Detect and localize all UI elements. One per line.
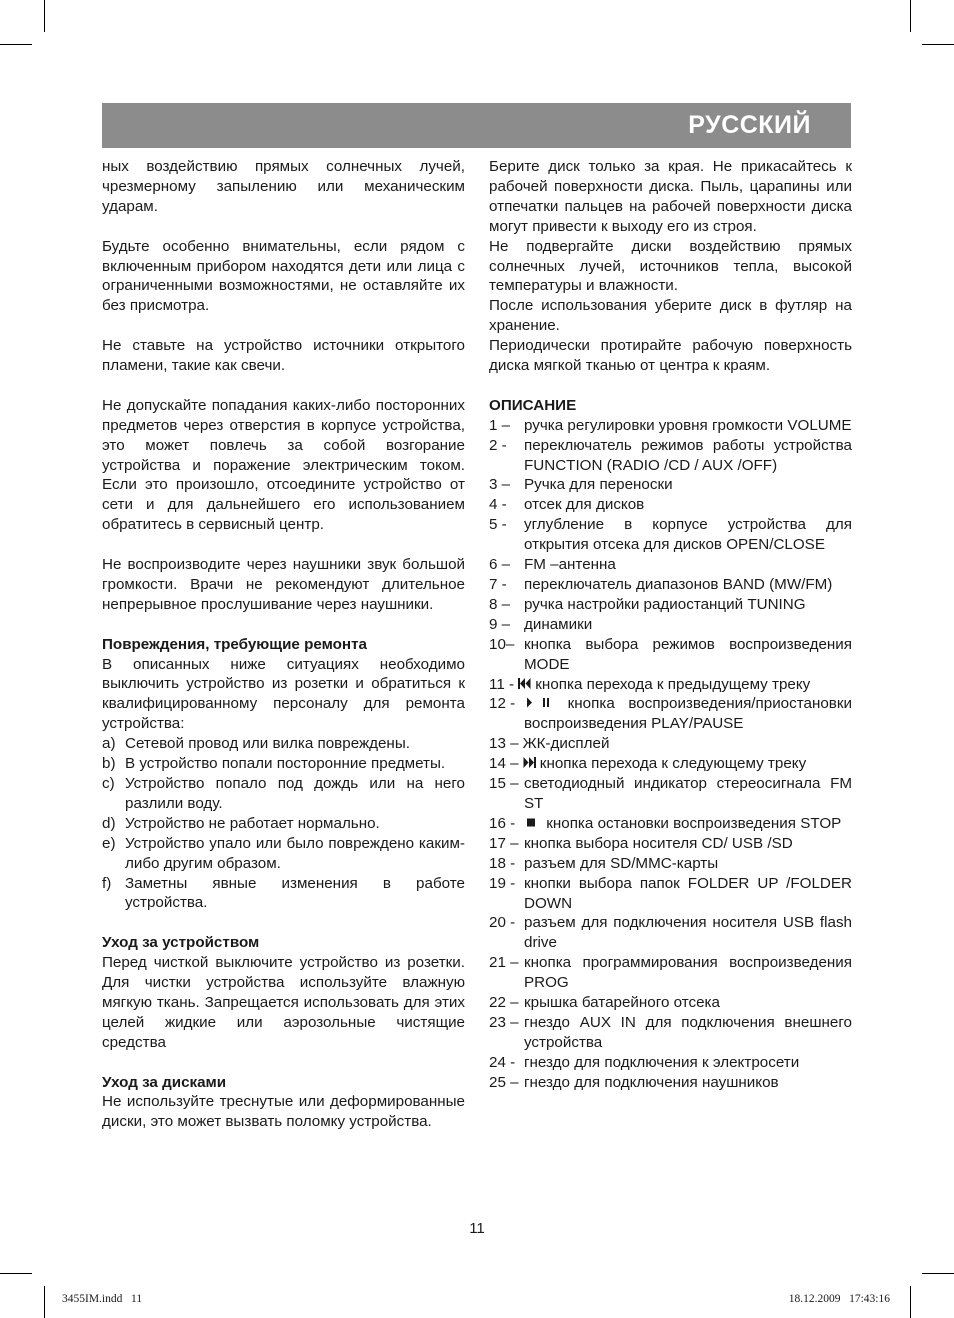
list-item: 3 – Ручка для переноски bbox=[489, 476, 673, 494]
list-item: 8 – ручка настройки радиостанций TUNING bbox=[489, 595, 806, 613]
list-item: 16 - кнопка остановки воспроизведения STOP bbox=[489, 814, 842, 832]
list-item: 13 – ЖК-дисплей bbox=[489, 735, 610, 753]
list-item: 10– кнопка выбора режимов воспроизведения MODE bbox=[489, 635, 852, 673]
paragraph: В описанных ниже ситуациях необходимо выключить устройство из розетки и обратиться к квалифицированному персоналу для ремонта устройства: bbox=[102, 655, 465, 733]
section-heading: ОПИСАНИЕ bbox=[489, 396, 577, 414]
language-header-bar bbox=[102, 103, 851, 148]
list-item: d) Устройство не работает нормально. bbox=[102, 814, 380, 832]
list-item: b) В устройство попали посторонние предметы. bbox=[102, 755, 446, 773]
list-item: 22 – крышка батарейного отсека bbox=[489, 994, 720, 1012]
play-pause-icon bbox=[524, 697, 554, 708]
paragraph: ных воздействию прямых солнечных лучей, чрезмерному запылению или механическим ударам. bbox=[102, 158, 465, 215]
paragraph: Не допускайте попадания каких-либо посторонних предметов через отверстия в корпусе устройства, это может повлечь за собой возгорание устройства и поражение электрическим током. Если это произошло, отсоедините устройство от сети и для дальнейшего его использованием обратитесь в сервисный центр. bbox=[102, 396, 465, 534]
print-slug-file: 3455IM.indd 11 bbox=[62, 1293, 143, 1305]
list-item: 17 – кнопка выбора носителя CD/ USB /SD bbox=[489, 834, 793, 852]
crop-mark bbox=[44, 0, 45, 32]
list-item: f) Заметны явные изменения в работе устройства. bbox=[102, 874, 465, 912]
paragraph: Берите диск только за края. Не прикасайтесь к рабочей поверхности диска. Пыль, царапины или отпечатки пальцев на рабочей поверхности диска могут привести к выходу его из строя. bbox=[489, 158, 852, 235]
previous-track-icon bbox=[518, 678, 531, 689]
section-heading: Уход за дисками bbox=[102, 1073, 227, 1091]
list-item: 19 - кнопки выбора папок FOLDER UP /FOLDER DOWN bbox=[489, 874, 852, 912]
list-item: 14 – кнопка перехода к следующему треку bbox=[489, 755, 807, 773]
list-item: 12 - кнопка воспроизведения/приостановки воспроизведения PLAY/PAUSE bbox=[489, 695, 852, 733]
list-item: 7 - переключатель диапазонов BAND (MW/FM) bbox=[489, 576, 833, 594]
repair-list bbox=[102, 734, 465, 913]
list-item: 24 - гнездо для подключения к электросети bbox=[489, 1053, 800, 1071]
page-number: 11 bbox=[469, 1220, 485, 1237]
list-item: c) Устройство попало под дождь или на него разлили воду. bbox=[102, 775, 465, 812]
crop-mark bbox=[44, 1286, 45, 1318]
crop-mark bbox=[910, 0, 911, 32]
left-column bbox=[102, 157, 465, 1132]
stop-icon bbox=[524, 817, 542, 828]
paragraph: Не ставьте на устройство источники открытого пламени, такие как свечи. bbox=[102, 337, 465, 375]
list-item: e) Устройство упало или было повреждено каким-либо другим образом. bbox=[102, 834, 465, 872]
paragraph: Не подвергайте диски воздействию прямых солнечных лучей, источников тепла, высокой температуры и влажности. bbox=[489, 237, 852, 295]
crop-mark bbox=[0, 1273, 32, 1274]
crop-mark bbox=[922, 44, 954, 45]
next-track-icon bbox=[523, 757, 536, 768]
paragraph: Периодически протирайте рабочую поверхность диска мягкой тканью от центра к краям. bbox=[489, 337, 852, 375]
list-item: 11 - кнопка перехода к предыдущему треку bbox=[489, 675, 811, 693]
list-item: 20 - разъем для подключения носителя USB flash drive bbox=[489, 914, 852, 952]
description-list bbox=[489, 416, 852, 1093]
paragraph: Перед чисткой выключите устройство из розетки. Для чистки устройства используйте влажную мягкую ткань. Запрещается использовать для этих целей жидкие или аэрозольные чистящие средства bbox=[102, 954, 465, 1051]
list-item: 15 – светодиодный индикатор стереосигнала FM ST bbox=[489, 775, 852, 812]
print-slug-date: 18.12.2009 17:43:16 bbox=[788, 1293, 890, 1305]
list-item: 1 – ручка регулировки уровня громкости VOLUME bbox=[489, 416, 852, 434]
list-item: 2 - переключатель режимов работы устройства FUNCTION (RADIO /CD / AUX /OFF) bbox=[489, 436, 852, 474]
list-item: a) Сетевой провод или вилка повреждены. bbox=[102, 735, 410, 753]
section-heading: Повреждения, требующие ремонта bbox=[102, 635, 367, 653]
list-item: 23 – гнездо AUX IN для подключения внешнего устройства bbox=[489, 1013, 852, 1051]
right-column bbox=[489, 157, 852, 1093]
list-item: 21 – кнопка программирования воспроизведения PROG bbox=[489, 954, 852, 992]
list-item: 25 – гнездо для подключения наушников bbox=[489, 1073, 779, 1091]
paragraph: Не используйте треснутые или деформированные диски, это может вызвать поломку устройства. bbox=[102, 1093, 465, 1131]
list-item: 6 – FM –антенна bbox=[489, 556, 616, 574]
paragraph: После использования уберите диск в футляр на хранение. bbox=[489, 297, 852, 335]
crop-mark bbox=[922, 1273, 954, 1274]
section-heading: Уход за устройством bbox=[102, 934, 260, 952]
paragraph: Будьте особенно внимательны, если рядом с включенным прибором находятся дети или лица с ограниченными возможностями, не оставляйте их без присмотра. bbox=[102, 237, 465, 315]
crop-mark bbox=[0, 44, 32, 45]
language-title: РУССКИЙ bbox=[688, 111, 811, 139]
paragraph: Не воспроизводите через наушники звук большой громкости. Врачи не рекомендуют длительное непрерывное прослушивание через наушники. bbox=[102, 556, 465, 613]
list-item: 18 - разъем для SD/MMC-карты bbox=[489, 854, 719, 872]
list-item: 4 - отсек для дисков bbox=[489, 496, 645, 514]
list-item: 5 - углубление в корпусе устройства для открытия отсека для дисков OPEN/CLOSE bbox=[489, 516, 852, 554]
crop-mark bbox=[910, 1286, 911, 1318]
list-item: 9 – динамики bbox=[489, 615, 593, 633]
